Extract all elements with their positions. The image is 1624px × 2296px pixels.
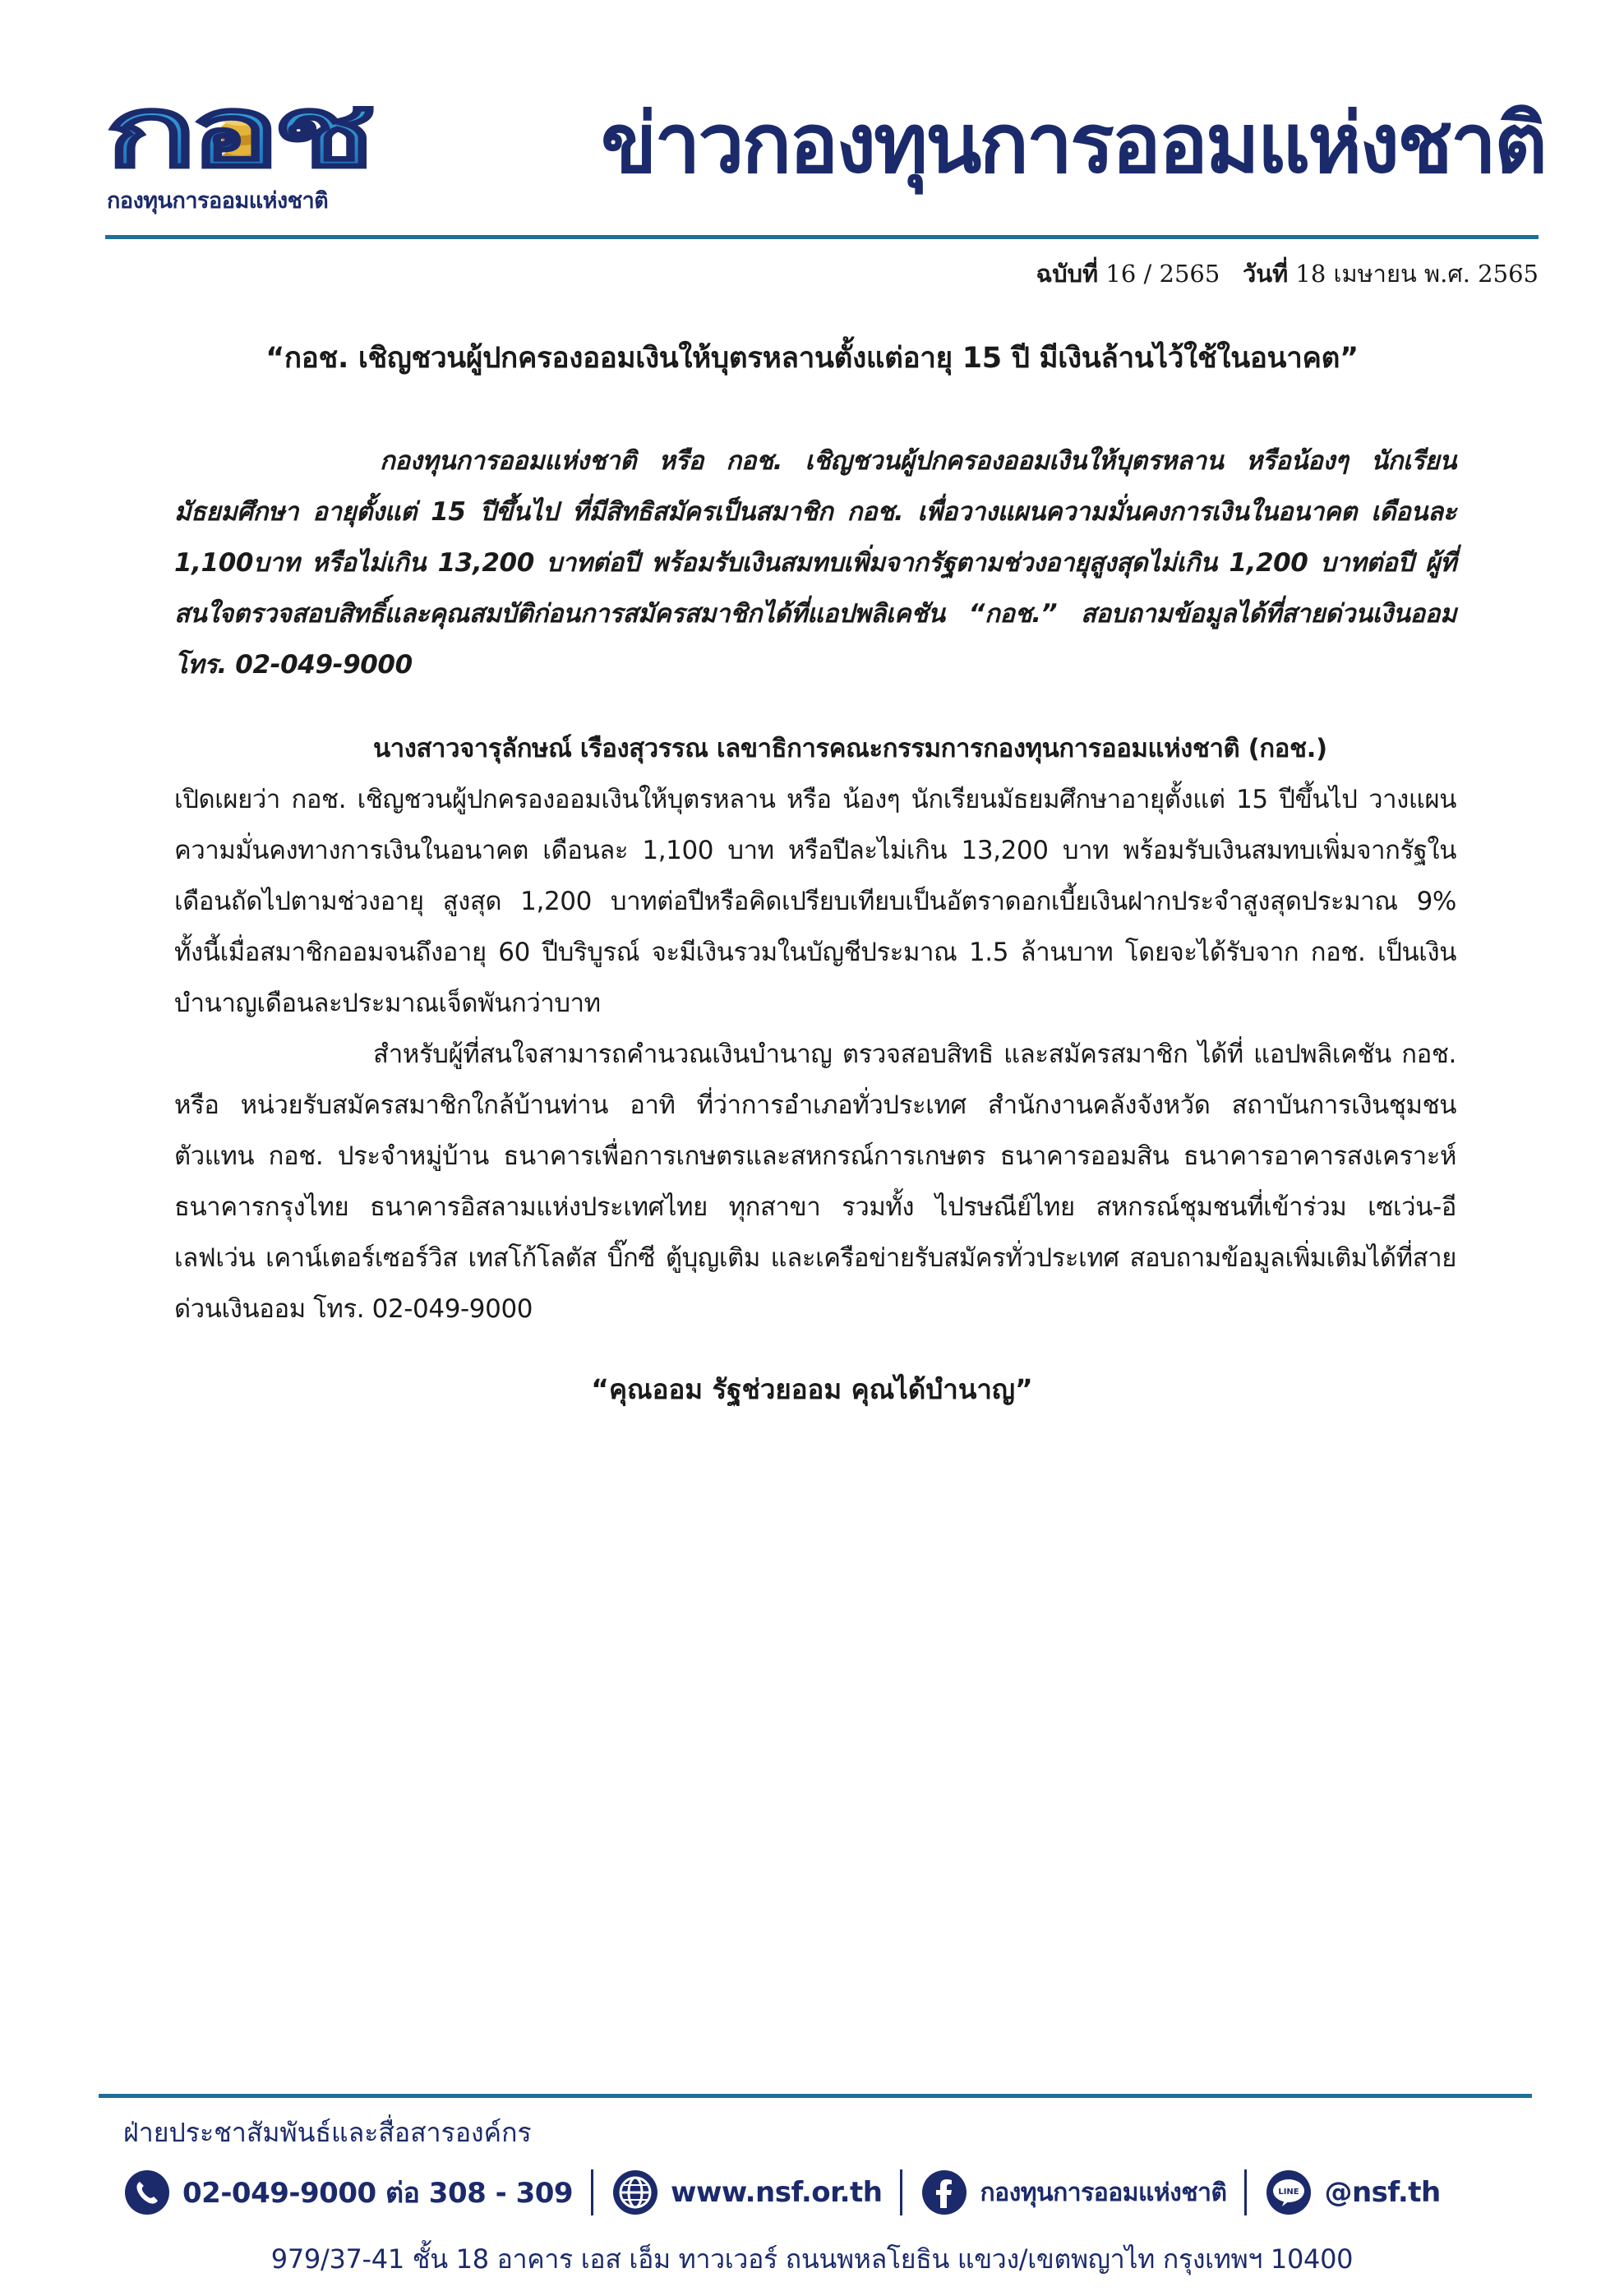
press-release-headline: “กอช. เชิญชวนผู้ปกครองออมเงินให้บุตรหลานตั้งแต่อายุ 15 ปี มีเงินล้านไว้ใช้ในอนาคต”	[265, 342, 1359, 375]
issue-line	[1036, 255, 1539, 293]
nsf-logo-mark	[105, 76, 376, 182]
issue-label: ฉบับที่	[1036, 260, 1099, 288]
contact-separator	[1244, 2169, 1247, 2215]
footer-divider	[99, 2094, 1532, 2098]
phone-contact[interactable]	[123, 2169, 573, 2216]
logo-subtitle: กองทุนการออมแห่งชาติ	[107, 188, 329, 214]
body-paragraph-1: เปิดเผยว่า กอช. เชิญชวนผู้ปกครองออมเงินให้บุตรหลาน หรือ น้องๆ นักเรียนมัธยมศึกษาอายุตั้งแต่ 15 ปีขึ้นไป วางแผนความมั่นคงทางการเงินในอนาคต เดือนละ 1,100 บาท หรือปีละไม่เกิน 13,200 บาท พร้อมรับเงินสมทบเพิ่มจากรัฐในเดือนถัดไปตามช่วงอายุ สูงสุด 1,200 บาทต่อปีหรือคิดเปรียบเทียบเป็นอัตราดอกเบี้ยเงินฝากประจำสูงสุดประมาณ 9% ทั้งนี้เมื่อสมาชิกออมจนถึงอายุ 60 ปีบริบูรณ์ จะมีเงินรวมในบัญชีประมาณ 1.5 ล้านบาท โดยจะได้รับจาก กอช. เป็นเงินบำนาญเดือนละประมาณเจ็ดพันกว่าบาท	[174, 785, 1456, 1018]
lead-text: กองทุนการออมแห่งชาติ หรือ กอช. เชิญชวนผู้ปกครองออมเงินให้บุตรหลาน หรือน้องๆ นักเรียนมัธยมศึกษา อายุตั้งแต่ 15 ปีขึ้นไป ที่มีสิทธิสมัครเป็นสมาชิก กอช. เพื่อวางแผนความมั่นคงการเงินในอนาคต เดือนละ 1,100บาท หรือไม่เกิน 13,200 บาทต่อปี พร้อมรับเงินสมทบเพิ่มจากรัฐตามช่วงอายุสูงสุดไม่เกิน 1,200 บาทต่อปี ผู้ที่สนใจตรวจสอบสิทธิ์และคุณสมบัติก่อนการสมัครสมาชิกได้ที่แอปพลิเคชัน “กอช.” สอบถามข้อมูลได้ที่สายด่วนเงินออม โทร. 02-049-9000	[174, 446, 1456, 680]
footer-contacts	[123, 2160, 1537, 2225]
line-icon	[1265, 2169, 1313, 2216]
contact-separator	[591, 2169, 593, 2215]
nsf-logo-letters: กอช	[105, 76, 373, 182]
office-address: 979/37-41 ชั้น 18 อาคาร เอส เอ็ม ทาวเวอร์ ถนนพหลโยธิน แขวง/เขตพญาไท กรุงเทพฯ 10400	[270, 2243, 1354, 2275]
lead-paragraph	[174, 436, 1456, 690]
campaign-slogan: “คุณออม รัฐช่วยออม คุณได้บำนาญ”	[591, 1373, 1033, 1405]
issue-number: 16 / 2565	[1105, 260, 1220, 288]
website-link[interactable]	[611, 2169, 882, 2216]
facebook-page: กองทุนการออมแห่งชาติ	[980, 2178, 1227, 2207]
facebook-icon	[920, 2169, 968, 2216]
globe-icon	[611, 2169, 659, 2216]
body-section	[174, 723, 1456, 1335]
facebook-link[interactable]	[920, 2169, 1226, 2216]
phone-icon	[123, 2169, 171, 2216]
contact-separator	[900, 2169, 902, 2215]
line-account: @nsf.th	[1324, 2176, 1441, 2209]
header-divider	[105, 235, 1539, 239]
line-link[interactable]	[1265, 2169, 1440, 2216]
phone-number: 02-049-9000 ต่อ 308 - 309	[182, 2177, 574, 2210]
line-badge-text: LINE	[1278, 2188, 1300, 2197]
speaker-line: นางสาวจารุลักษณ์ เรืองสุวรรณ เลขาธิการคณะกรรมการกองทุนการออมแห่งชาติ (กอช.)	[373, 734, 1327, 763]
issue-date: 18 เมษายน พ.ศ. 2565	[1295, 260, 1539, 288]
footer-department: ฝ่ายประชาสัมพันธ์และสื่อสารองค์กร	[123, 2117, 532, 2148]
masthead-title: ข่าวกองทุนการออมแห่งชาติ	[601, 95, 1545, 191]
website-url: www.nsf.or.th	[671, 2176, 883, 2209]
body-paragraph-2: สำหรับผู้ที่สนใจสามารถคำนวณเงินบำนาญ ตรวจสอบสิทธิ และสมัครสมาชิก ได้ที่ แอปพลิเคชัน กอช. หรือ หน่วยรับสมัครสมาชิกใกล้บ้านท่าน อาทิ ที่ว่าการอำเภอทั่วประเทศ สำนักงานคลังจังหวัด สถาบันการเงินชุมชน ตัวแทน กอช. ประจำหมู่บ้าน ธนาคารเพื่อการเกษตรและสหกรณ์การเกษตร ธนาคารออมสิน ธนาคารอาคารสงเคราะห์ ธนาคารกรุงไทย ธนาคารอิสลามแห่งประเทศไทย ทุกสาขา รวมทั้ง ไปรษณีย์ไทย สหกรณ์ชุมชนที่เข้าร่วม เซเว่น-อีเลฟเว่น เคาน์เตอร์เซอร์วิส เทสโก้โลตัส บิ๊กซี ตู้บุญเติม และเครือข่ายรับสมัครทั่วประเทศ สอบถามข้อมูลเพิ่มเติมได้ที่สายด่วนเงินออม โทร. 02-049-9000	[174, 1040, 1456, 1324]
date-label: วันที่	[1242, 260, 1289, 288]
